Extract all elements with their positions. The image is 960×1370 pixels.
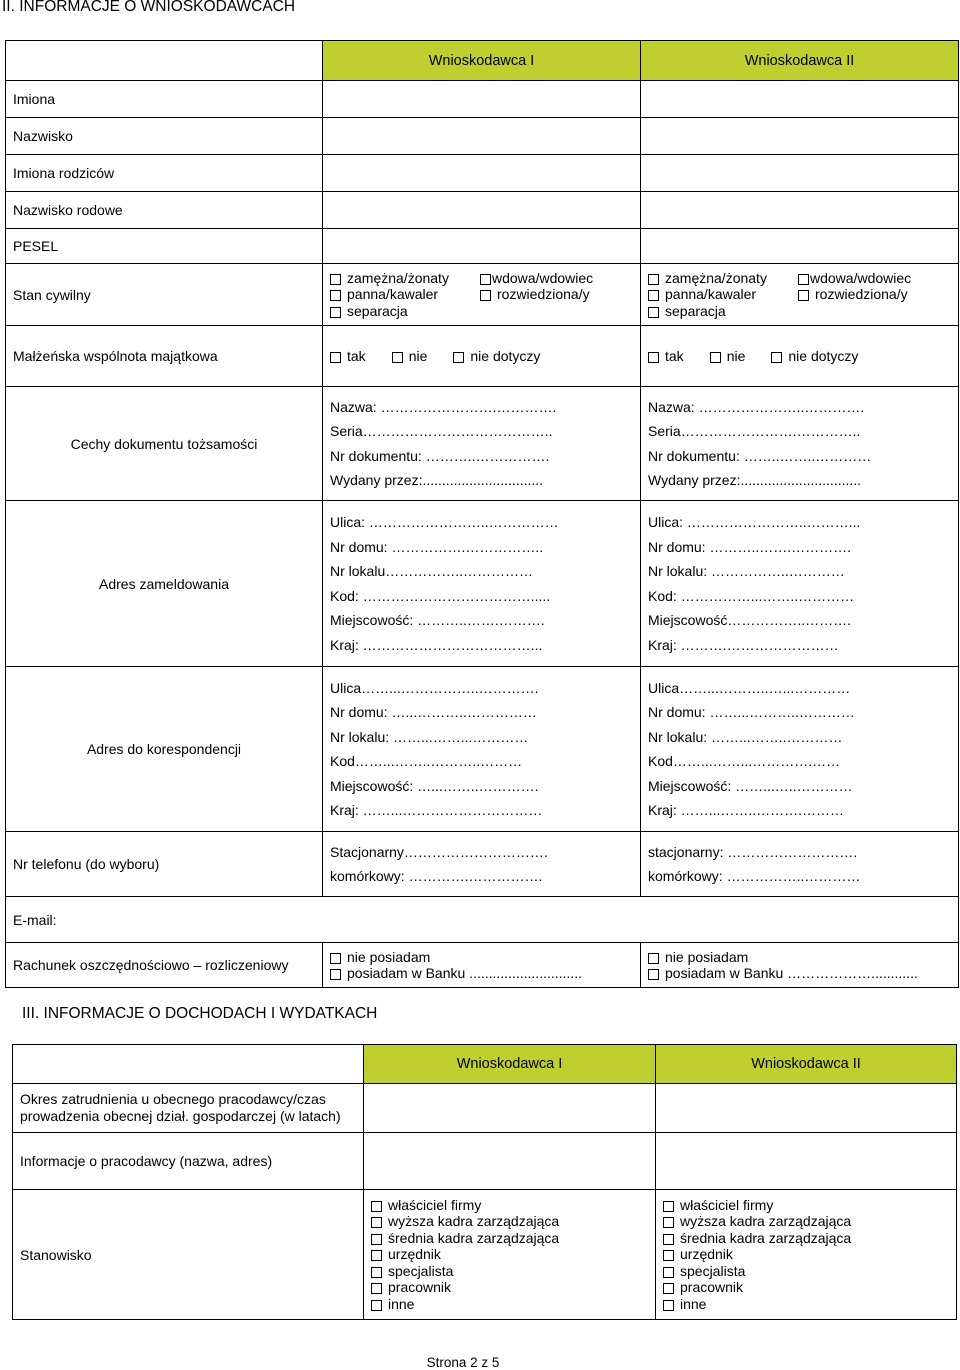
dokument-numer-2: Nr dokumentu: ……..……..………… (648, 447, 872, 464)
checkbox-icon[interactable] (453, 352, 464, 363)
korespondencja-miejscowosc-2: Miejscowość: ……...…..………… (648, 777, 853, 794)
stan-option-married-1[interactable]: zamężna/żonaty (330, 270, 480, 287)
okres-field-2[interactable] (656, 1084, 957, 1133)
wspolnota-option-tak-2[interactable]: tak (648, 348, 684, 364)
rachunek-nie-posiadam-1[interactable]: nie posiadam (330, 949, 633, 966)
checkbox-icon[interactable] (648, 290, 659, 301)
korespondencja-dom-2: Nr domu: ……...………..………… (648, 704, 855, 720)
rachunek-posiadam-1[interactable]: posiadam w Banku ............................. (330, 965, 633, 982)
checkbox-icon[interactable] (710, 352, 721, 363)
korespondencja-kraj-1: Kraj: ……...………………………… (330, 802, 543, 818)
wspolnota-option-tak-1[interactable]: tak (330, 348, 366, 364)
email-field[interactable]: E-mail: (6, 897, 959, 943)
zameldowanie-cell-1[interactable] (323, 501, 641, 667)
korespondencja-miejscowosc-1: Miejscowość: …...……..…………. (330, 777, 539, 794)
checkbox-icon[interactable] (371, 1217, 382, 1228)
stan-option-divorced-1[interactable]: rozwiedziona/y (480, 286, 593, 303)
telefon-cell-2[interactable] (641, 832, 959, 897)
korespondencja-ulica-2: Ulica……...………..…...………… (648, 679, 851, 696)
stanowisko-option-2[interactable]: pracownik (663, 1279, 949, 1296)
stanowisko-option-1[interactable]: pracownik (371, 1279, 648, 1296)
pesel-field-2[interactable] (641, 229, 959, 264)
row-label-pesel: PESEL (6, 229, 323, 264)
checkbox-icon[interactable] (663, 1283, 674, 1294)
row-label-korespondencja: Adres do korespondencji (6, 667, 323, 832)
checkbox-icon[interactable] (330, 290, 341, 301)
korespondencja-kod-2: Kod……...……...………….…… (648, 753, 841, 769)
checkbox-icon[interactable] (798, 290, 809, 301)
income-table (12, 1044, 957, 1320)
stanowisko-cell-1 (364, 1190, 656, 1320)
dokument-cell-1[interactable] (323, 387, 641, 501)
zameldowanie-dom-2: Nr domu: ………..…….…………. (648, 538, 852, 555)
checkbox-icon[interactable] (663, 1300, 674, 1311)
checkbox-icon[interactable] (648, 307, 659, 318)
korespondencja-dom-1: Nr domu: …...………..…………… (330, 704, 537, 720)
row-label-pracodawca: Informacje o pracodawcy (nazwa, adres) (13, 1133, 364, 1190)
zameldowanie-ulica-2: Ulica: ……………………..………... (648, 514, 861, 530)
checkbox-icon[interactable] (798, 274, 809, 285)
zameldowanie-miejscowosc-1: Miejscowość: ………..…….………. (330, 612, 545, 628)
rachunek-posiadam-2[interactable]: posiadam w Banku ………………............ (648, 965, 951, 982)
stanowisko-option-1[interactable]: właściciel firmy (371, 1197, 648, 1214)
korespondencja-lokal-2: Nr lokalu: ……...……..………… (648, 728, 843, 745)
checkbox-icon[interactable] (371, 1201, 382, 1212)
header-applicant-2: Wnioskodawca II (656, 1045, 957, 1084)
checkbox-icon[interactable] (663, 1217, 674, 1228)
rachunek-cell-1 (323, 943, 641, 988)
korespondencja-ulica-1: Ulica……...……………..…………. (330, 679, 539, 696)
header-blank-cell (6, 41, 323, 81)
checkbox-icon[interactable] (371, 1250, 382, 1261)
stan-option-widowed-1[interactable]: wdowa/wdowiec (480, 270, 593, 287)
korespondencja-cell-1[interactable] (323, 667, 641, 832)
checkbox-icon[interactable] (663, 1234, 674, 1245)
checkbox-icon[interactable] (330, 953, 341, 964)
zameldowanie-cell-2[interactable] (641, 501, 959, 667)
pracodawca-field-2[interactable] (656, 1133, 957, 1190)
imiona-rodzicow-field-2[interactable] (641, 155, 959, 192)
stanowisko-option-2[interactable]: wyższa kadra zarządzająca (663, 1213, 949, 1230)
applicants-table (5, 40, 959, 988)
wspolnota-option-nd-2[interactable]: nie dotyczy (771, 348, 858, 364)
zameldowanie-kod-1: Kod: ………………………………..... (330, 587, 551, 604)
stanowisko-option-2[interactable]: średnia kadra zarządzająca (663, 1230, 949, 1247)
telefon-komorkowy-2: komórkowy: ……………..………… (648, 868, 861, 884)
zameldowanie-kod-2: Kod: ……………...……..………… (648, 587, 855, 604)
nazwisko-field-1[interactable] (323, 118, 641, 155)
checkbox-icon[interactable] (480, 290, 491, 301)
zameldowanie-kraj-2: Kraj: ……….…………………… (648, 636, 839, 653)
checkbox-icon[interactable] (330, 969, 341, 980)
nazwisko-rodowe-field-1[interactable] (323, 192, 641, 229)
korespondencja-kraj-2: Kraj: ……...……..……….……… (648, 802, 845, 818)
dokument-numer-1: Nr dokumentu: ………..……………. (330, 447, 550, 464)
row-label-dokument: Cechy dokumentu tożsamości (6, 387, 323, 501)
stan-option-single-2[interactable]: panna/kawaler (648, 286, 798, 303)
stanowisko-option-1[interactable]: urzędnik (371, 1246, 648, 1263)
okres-field-1[interactable] (364, 1084, 656, 1133)
stanowisko-cell-2 (656, 1190, 957, 1320)
row-label-imiona-rodzicow: Imiona rodziców (6, 155, 323, 192)
stan-cywilny-cell-2 (641, 264, 959, 326)
stan-option-married-2[interactable]: zamężna/żonaty (648, 270, 798, 287)
section-2-title: II. INFORMACJE O WNIOSKODAWCACH (2, 0, 296, 15)
stanowisko-option-2[interactable]: urzędnik (663, 1246, 949, 1263)
telefon-stacjonarny-2: stacjonarny: ………………………. (648, 843, 858, 860)
imiona-field-2[interactable] (641, 81, 959, 118)
stanowisko-option-2[interactable]: specjalista (663, 1263, 949, 1280)
dokument-wydany-2: Wydany przez:............................... (648, 472, 862, 488)
zameldowanie-ulica-1: Ulica: ……………………..…………… (330, 514, 559, 530)
checkbox-icon[interactable] (371, 1267, 382, 1278)
stanowisko-option-1[interactable]: wyższa kadra zarządzająca (371, 1213, 648, 1230)
checkbox-icon[interactable] (771, 352, 782, 363)
korespondencja-lokal-1: Nr lokalu: ……...……...………… (330, 728, 529, 745)
stan-option-separated-1[interactable]: separacja (330, 303, 480, 320)
stanowisko-option-2[interactable]: inne (663, 1296, 949, 1313)
row-label-stan-cywilny: Stan cywilny (6, 264, 323, 326)
dokument-nazwa-2: Nazwa: …………………..…………. (648, 398, 865, 415)
checkbox-icon[interactable] (648, 953, 659, 964)
dokument-nazwa-1: Nazwa: …………………….…………. (330, 398, 557, 415)
dokument-seria-2: Seria…………………….………….. (648, 423, 861, 439)
korespondencja-kod-1: Kod……...……..………..……… (330, 753, 523, 769)
pracodawca-field-1[interactable] (364, 1133, 656, 1190)
zameldowanie-dom-1: Nr domu: …………….…………….. (330, 538, 544, 555)
checkbox-icon[interactable] (371, 1234, 382, 1245)
imiona-field-1[interactable] (323, 81, 641, 118)
row-label-zameldowanie: Adres zameldowania (6, 501, 323, 667)
row-label-rachunek: Rachunek oszczędnościowo – rozliczeniowy (6, 943, 323, 988)
wspolnota-cell-2 (641, 326, 959, 387)
wspolnota-option-nie-1[interactable]: nie (392, 348, 428, 364)
rachunek-cell-2 (641, 943, 959, 988)
korespondencja-cell-2[interactable] (641, 667, 959, 832)
stan-option-widowed-2[interactable]: wdowa/wdowiec (798, 270, 911, 287)
section-3-title: III. INFORMACJE O DOCHODACH I WYDATKACH (22, 1005, 378, 1022)
row-label-okres: Okres zatrudnienia u obecnego pracodawcy/czas prowadzenia obecnej dział. gospodarczej (w latach) (13, 1084, 364, 1133)
dokument-wydany-1: Wydany przez:............................... (330, 472, 544, 488)
header-applicant-2: Wnioskodawca II (641, 41, 959, 81)
checkbox-icon[interactable] (480, 274, 491, 285)
checkbox-icon[interactable] (330, 274, 341, 285)
row-label-nazwisko: Nazwisko (6, 118, 323, 155)
row-label-nazwisko-rodowe: Nazwisko rodowe (6, 192, 323, 229)
stan-option-single-1[interactable]: panna/kawaler (330, 286, 480, 303)
zameldowanie-lokal-1: Nr lokalu……………..…………… (330, 563, 534, 579)
wspolnota-option-nd-1[interactable]: nie dotyczy (453, 348, 540, 364)
header-blank-cell (13, 1045, 364, 1084)
checkbox-icon[interactable] (648, 969, 659, 980)
checkbox-icon[interactable] (330, 352, 341, 363)
row-label-wspolnota: Małżeńska wspólnota majątkowa (6, 326, 323, 387)
header-applicant-1: Wnioskodawca I (364, 1045, 656, 1084)
nazwisko-field-2[interactable] (641, 118, 959, 155)
page-number: Strona 2 z 5 (426, 1355, 500, 1370)
stan-cywilny-cell-1 (323, 264, 641, 326)
row-label-telefon: Nr telefonu (do wyboru) (6, 832, 323, 897)
stanowisko-option-1[interactable]: inne (371, 1296, 648, 1313)
checkbox-icon[interactable] (663, 1250, 674, 1261)
row-label-stanowisko: Stanowisko (13, 1190, 364, 1320)
zameldowanie-miejscowosc-2: Miejscowość……………..………. (648, 612, 852, 628)
checkbox-icon[interactable] (648, 274, 659, 285)
zameldowanie-kraj-1: Kraj: ………………………………... (330, 636, 543, 653)
checkbox-icon[interactable] (330, 307, 341, 318)
imiona-rodzicow-field-1[interactable] (323, 155, 641, 192)
row-label-imiona: Imiona (6, 81, 323, 118)
stan-option-separated-2[interactable]: separacja (648, 303, 798, 320)
stanowisko-option-1[interactable]: średnia kadra zarządzająca (371, 1230, 648, 1247)
zameldowanie-lokal-2: Nr lokalu: ……………..………… (648, 563, 845, 579)
dokument-seria-1: Seria………………………………….. (330, 423, 553, 439)
stan-option-divorced-2[interactable]: rozwiedziona/y (798, 286, 911, 303)
pesel-field-1[interactable] (323, 229, 641, 264)
stanowisko-option-1[interactable]: specjalista (371, 1263, 648, 1280)
checkbox-icon[interactable] (663, 1267, 674, 1278)
dokument-cell-2[interactable] (641, 387, 959, 501)
telefon-komorkowy-1: komórkowy: ………….……………. (330, 868, 543, 884)
telefon-stacjonarny-1: Stacjonarny…………………………. (330, 843, 548, 860)
header-applicant-1: Wnioskodawca I (323, 41, 641, 81)
checkbox-icon[interactable] (392, 352, 403, 363)
wspolnota-cell-1 (323, 326, 641, 387)
checkbox-icon[interactable] (648, 352, 659, 363)
wspolnota-option-nie-2[interactable]: nie (710, 348, 746, 364)
telefon-cell-1[interactable] (323, 832, 641, 897)
nazwisko-rodowe-field-2[interactable] (641, 192, 959, 229)
checkbox-icon[interactable] (663, 1201, 674, 1212)
stanowisko-option-2[interactable]: właściciel firmy (663, 1197, 949, 1214)
checkbox-icon[interactable] (371, 1300, 382, 1311)
rachunek-nie-posiadam-2[interactable]: nie posiadam (648, 949, 951, 966)
checkbox-icon[interactable] (371, 1283, 382, 1294)
